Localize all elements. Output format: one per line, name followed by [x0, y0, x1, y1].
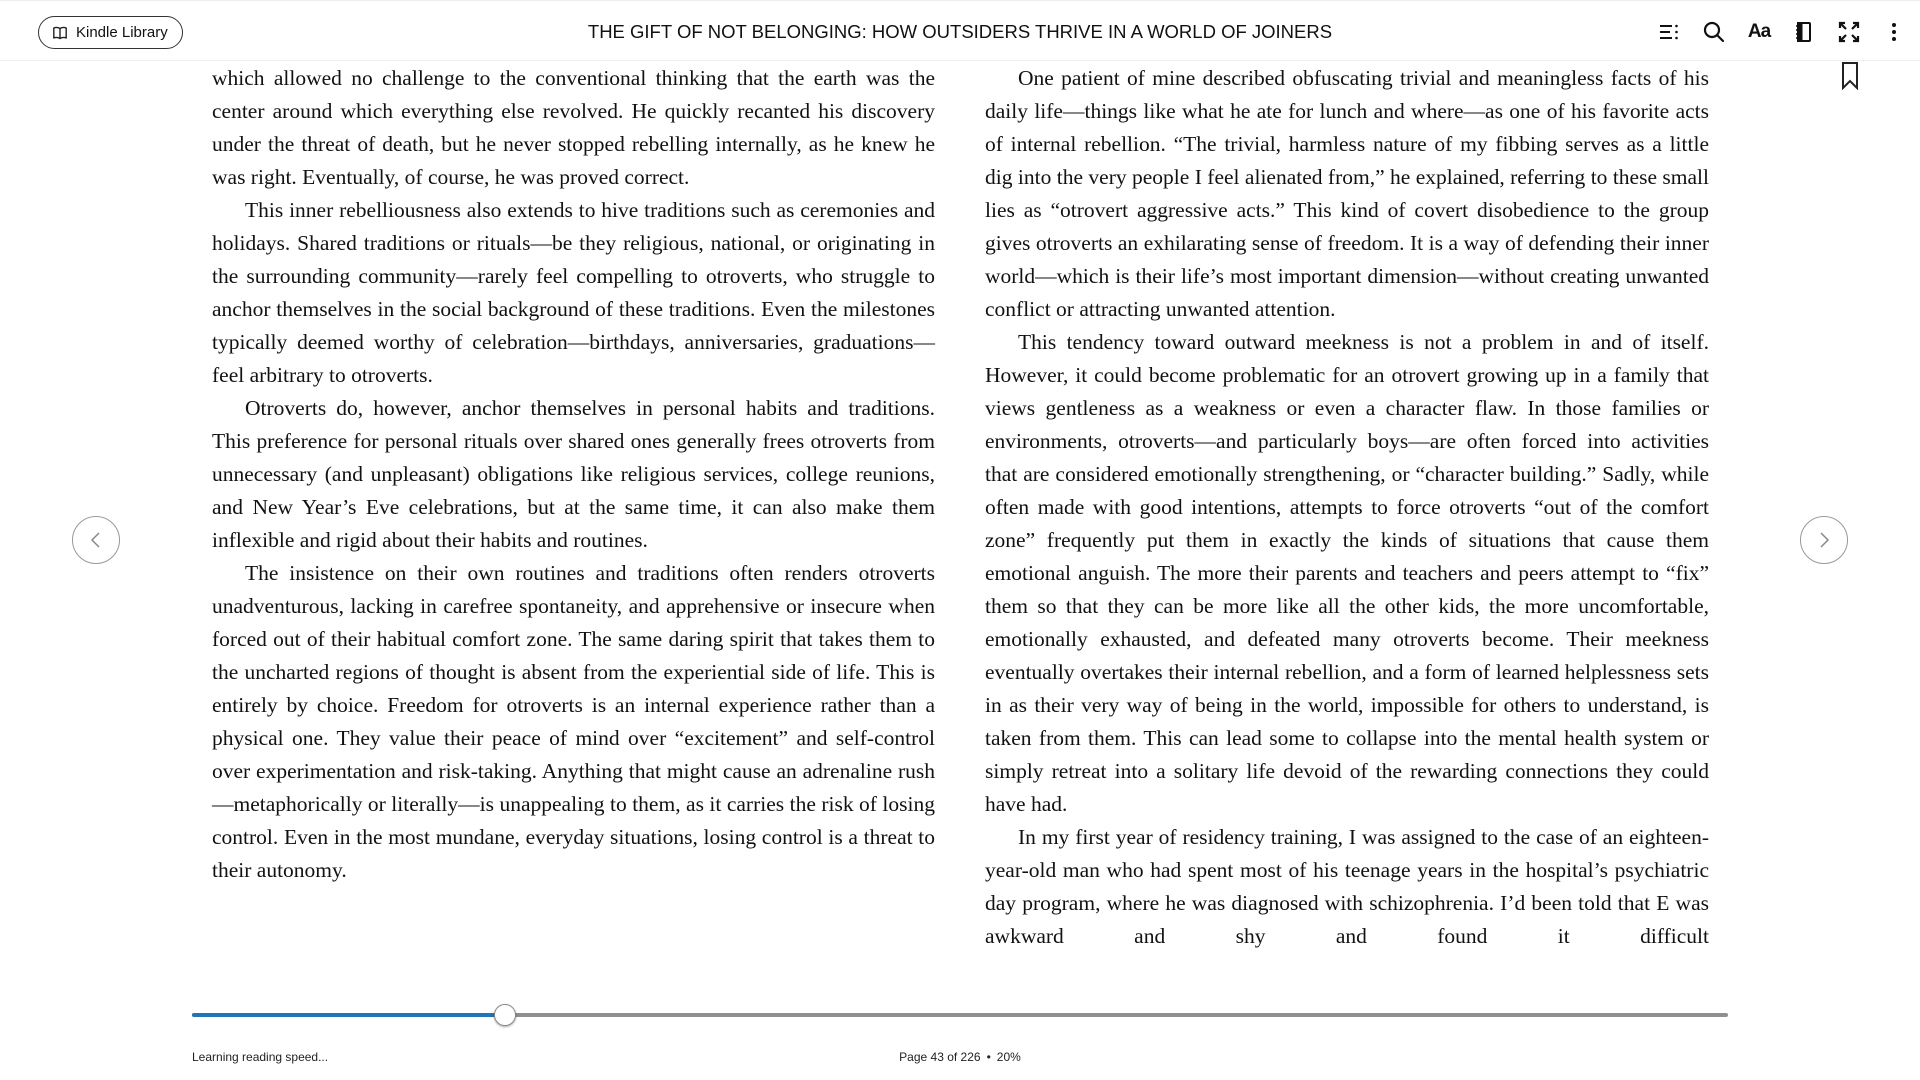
paragraph: This inner rebelliousness also extends to hive traditions such as ceremonies and holidays. Shared traditions or rituals—be they religious, national, or originating in the surrounding community—rarely feel compelling to otroverts, who struggle to anchor themselves in the social background of these traditions. Even the milestones typically deemed worthy of celebration—birthdays, anniversaries, graduations—feel arbitrary to otroverts. [212, 198, 935, 387]
page-info: Page 43 of 226 [899, 1050, 981, 1064]
book-title: THE GIFT OF NOT BELONGING: HOW OUTSIDERS THRIVE IN A WORLD OF JOINERS [587, 21, 1333, 42]
search-icon [1702, 20, 1726, 44]
fullscreen-icon [1837, 20, 1861, 44]
chevron-left-icon [87, 531, 105, 549]
bookmark-icon [1838, 62, 1862, 90]
font-settings-button[interactable] [1744, 17, 1774, 47]
search-button[interactable] [1699, 17, 1729, 47]
chevron-right-icon [1815, 531, 1833, 549]
paragraph: which allowed no challenge to the conventional thinking that the earth was the center around which everything else revolved. He quickly recanted his discovery under the threat of death, but he never stopped rebelling internally, as he knew he was right. Eventually, of course, he was proved correct. [212, 66, 935, 189]
previous-page-button[interactable] [72, 516, 120, 564]
next-page-button[interactable] [1800, 516, 1848, 564]
paragraph: Otroverts do, however, anchor themselves in personal habits and traditions. This preference for personal rituals over shared ones generally frees otroverts from unnecessary (and unpleasant) obligations like religious services, college reunions, and New Year’s Eve celebrations, but at the same time, it can also make them inflexible and rigid about their habits and routines. [212, 396, 935, 552]
more-options-button[interactable] [1879, 17, 1909, 47]
reading-speed-status: Learning reading speed... [192, 1050, 329, 1064]
notebook-button[interactable] [1789, 17, 1819, 47]
paragraph: This tendency toward outward meekness is not a problem in and of itself. However, it could become problematic for an otrovert growing up in a family that views gentleness as a weakness or even a character flaw. In those families or environments, otroverts—and particularly boys—are often forced into activities that are considered emotionally strengthening, or “character building.” Sadly, while often made with good intentions, attempts to force otroverts “out of the comfort zone” frequently put them in exactly the kinds of situations that cause them emotional anguish. The more their parents and teachers and peers attempt to “fix” them so that they can be more like all the other kids, the more uncomfortable, emotionally exhausted, and defeated many otroverts become. Their meekness eventually overtakes their internal rebellion, and a form of learned helplessness sets in as their very way of being in the world, impossible for others to understand, is taken from them. This can lead some to collapse into the mental health system or simply retreat into a solitary life devoid of the rewarding connections they could have had. [985, 330, 1709, 816]
reading-progress-slider[interactable] [192, 1013, 1728, 1017]
separator-dot: • [986, 1050, 991, 1064]
progress-thumb[interactable] [494, 1004, 516, 1026]
top-bar [0, 0, 1920, 61]
fullscreen-button[interactable] [1834, 17, 1864, 47]
paragraph: The insistence on their own routines and traditions often renders otroverts unadventurous, lacking in carefree spontaneity, and apprehensive or insecure when forced out of their habitual comfort zone. The same daring spirit that takes them to the uncharted regions of thought is absent from the experiential side of life. This is entirely by choice. Freedom for otroverts is an internal experience rather than a physical one. They value their peace of mind over “excitement” and self-control over experimentation and risk-taking. Anything that might cause an adrenaline rush—metaphorically or literally—is unappealing to them, as it carries the risk of losing control. Even in the most mundane, everyday situations, losing control is a threat to their autonomy. [212, 561, 935, 882]
kindle-library-label: Kindle Library [76, 24, 168, 41]
paragraph: One patient of mine described obfuscating trivial and meaningless facts of his daily life—things like what he ate for lunch and where—as one of his favorite acts of internal rebellion. “The trivial, harmless nature of my fibbing serves as a little dig into the very people I feel alienated from,” he explained, referring to these small lies as “otrovert aggressive acts.” This kind of covert disobedience to the group gives otroverts an exhilarating sense of freedom. It is a way of defending their inner world—which is their life’s most important dimension—without creating unwanted conflict or attracting unwanted attention. [985, 66, 1709, 321]
page-location [0, 1050, 1920, 1064]
table-of-contents-icon [1657, 20, 1681, 44]
percent-read: 20% [996, 1050, 1021, 1064]
table-of-contents-button[interactable] [1654, 17, 1684, 47]
left-page [212, 62, 935, 887]
notebook-icon [1792, 20, 1816, 44]
more-options-icon [1882, 20, 1906, 44]
progress-fill [192, 1013, 505, 1017]
bookmark-button[interactable] [1838, 62, 1862, 90]
font-settings-icon: Aa [1747, 21, 1771, 42]
right-page [985, 62, 1709, 953]
paragraph: In my first year of residency training, I was assigned to the case of an eighteen-year-old man who had spent most of his teenage years in the hospital’s psychiatric day program, where he was diagnosed with schizophrenia. I’d been told that E was awkward and shy and found it difficult [985, 825, 1709, 948]
